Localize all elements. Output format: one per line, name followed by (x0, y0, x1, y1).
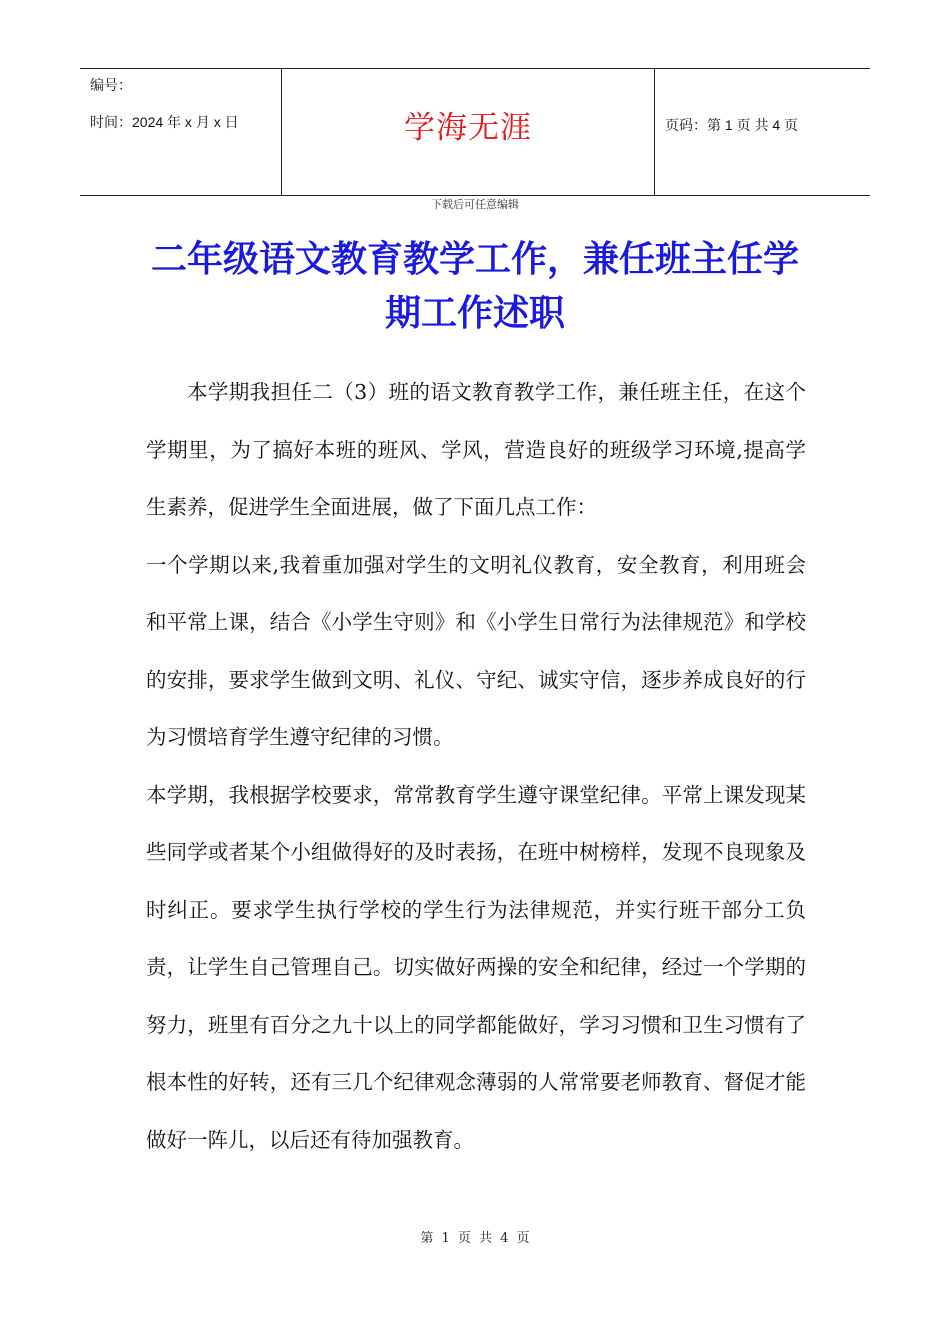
serial-number-label: 编号： (90, 77, 132, 93)
page-info: 页码：第 1 页 共 4 页 (665, 117, 799, 133)
paragraph-2: 一个学期以来,我着重加强对学生的文明礼仪教育，安全教育，利用班会和平常上课，结合《小学生守则》和《小学生日常行为法律规范》和学校的安排，要求学生做到文明、礼仪、守纪、诚实守信，逐步养成良好的行为习惯培育学生遵守纪律的习惯。 (146, 552, 806, 749)
document-title: 二年级语文教育教学工作，兼任班主任学期工作述职 (150, 239, 799, 334)
document-body (146, 364, 806, 1169)
paragraph-1: 本学期我担任二（3）班的语文教育教学工作，兼任班主任，在这个学期里，为了搞好本班的班风、学风，营造良好的班级学习环境,提高学生素养，促进学生全面进展，做了下面几点工作： (146, 380, 806, 519)
brand-title: 学海无涯 (404, 110, 532, 146)
header-divider-right (654, 69, 655, 195)
paragraph-3: 本学期，我根据学校要求，常常教育学生遵守课堂纪律。平常上课发现某些同学或者某个小组做得好的及时表扬，在班中树榜样，发现不良现象及时纠正。要求学生执行学校的学生行为法律规范，并实行班干部分工负责，让学生自己管理自己。切实做好两操的安全和纪律，经过一个学期的努力，班里有百分之九十以上的同学都能做好，学习习惯和卫生习惯有了根本性的好转，还有三几个纪律观念薄弱的人常常要老师教育、督促才能做好一阵儿，以后还有待加强教育。 (146, 782, 806, 1152)
page-footer: 第 1 页 共 4 页 (420, 1231, 530, 1246)
download-note: 下载后可任意编辑 (431, 198, 519, 211)
header-table (80, 68, 870, 196)
date-label: 时间：2024 年 x 月 x 日 (90, 114, 239, 130)
